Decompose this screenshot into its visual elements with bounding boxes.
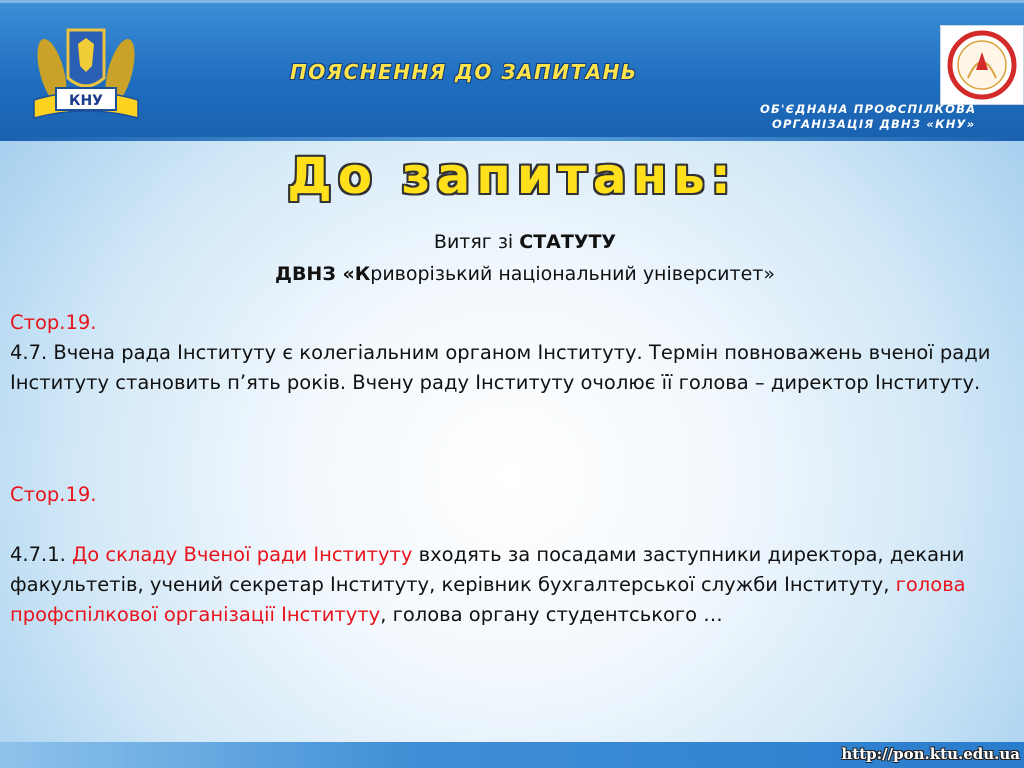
page-reference: Стор.19. bbox=[10, 311, 97, 334]
highlight-council-composition: До складу Вченої ради Інституту bbox=[72, 543, 413, 566]
extract-university-rest: риворізький національний університет» bbox=[370, 263, 775, 285]
clause-text-2: , голова органу студентського … bbox=[380, 603, 723, 626]
organization-name bbox=[760, 102, 1020, 132]
clause-text-1: входять за посадами заступники директора, декани факультетів, учений секретар Інституту, керівник бухгалтерської служби Інституту, bbox=[10, 543, 965, 596]
logo-left-text: КНУ bbox=[69, 93, 103, 109]
university-emblem-icon bbox=[30, 22, 142, 130]
section-4-7 bbox=[10, 308, 1015, 398]
page-reference: Стор.19. bbox=[10, 483, 97, 506]
header-title: ПОЯСНЕННЯ ДО ЗАПИТАНЬ bbox=[290, 60, 638, 84]
extract-prefix: Витяг зі bbox=[433, 231, 520, 253]
footer-url-link[interactable]: http://pon.ktu.edu.ua bbox=[841, 745, 1020, 763]
slide-title: До запитань: bbox=[287, 147, 737, 205]
header-top-line bbox=[0, 0, 1024, 3]
highlight-union-head: голова профспілкової організації Інституту bbox=[10, 573, 966, 626]
section-text bbox=[10, 540, 1015, 630]
extract-line2 bbox=[0, 258, 1024, 290]
union-emblem-icon bbox=[940, 25, 1024, 105]
clause-number: 4.7.1. bbox=[10, 543, 73, 566]
spacer bbox=[10, 510, 1015, 540]
section-text: 4.7. Вчена рада Інституту є колегіальним органом Інституту. Термін повноважень вченої ради Інституту становить п’ять років. Вчену раду Інституту очолює її голова – директор Інституту. bbox=[10, 341, 991, 394]
statute-extract-heading bbox=[0, 226, 1024, 290]
org-name-line1: ОБ'ЄДНАНА ПРОФСПІЛКОВА bbox=[760, 102, 977, 116]
header-divider bbox=[0, 137, 1024, 141]
extract-university-bold: ДВНЗ «К bbox=[275, 263, 371, 285]
extract-statute: СТАТУТУ bbox=[519, 231, 617, 253]
section-4-7-1 bbox=[10, 480, 1015, 630]
org-name-line2: ОРГАНІЗАЦІЯ ДВНЗ «КНУ» bbox=[772, 117, 976, 131]
extract-line1 bbox=[0, 226, 1024, 258]
